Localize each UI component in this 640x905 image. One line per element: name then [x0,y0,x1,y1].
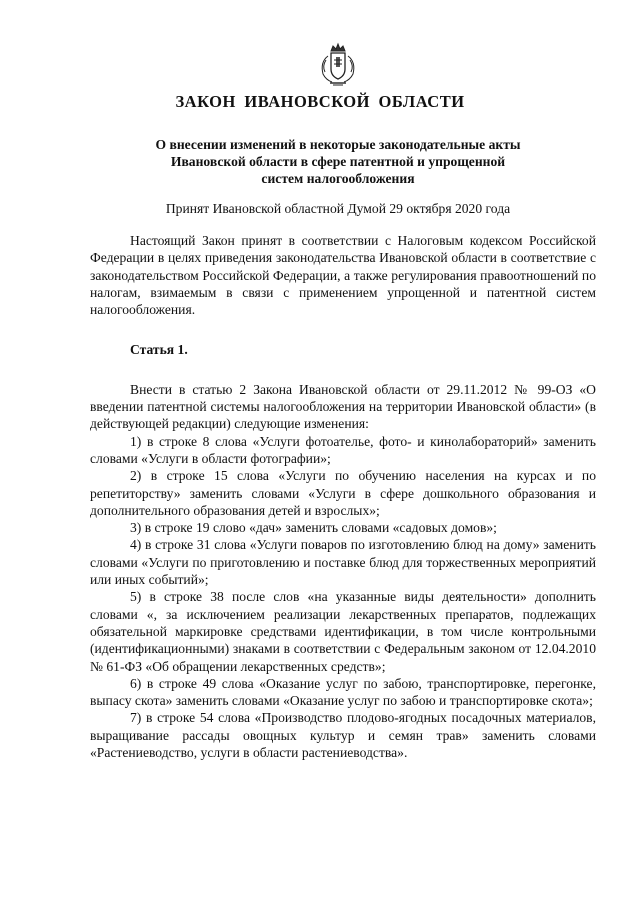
law-title: ЗАКОН ИВАНОВСКОЙ ОБЛАСТИ [175,92,465,111]
preamble-paragraph: Настоящий Закон принят в соответствии с Налоговым кодексом Российской Федерации в целях приведения законодательства Ивановской области в соответствие с законодательством Российской Федерации, а также регулирования правоотношений по налогам, взимаемым в связи с применением упрощенной и патентной систем налогообложения. [90,233,596,318]
law-subtitle [100,136,576,187]
amendment-item: 4) в строке 31 слова «Услуги поваров по изготовлению блюд на дому» заменить словами «Услуги по приготовлению и поставке блюд для торжественных мероприятий или иных событий»; [90,537,596,588]
law-body [90,232,596,761]
subtitle-line: систем налогообложения [261,171,415,186]
adoption-line: Принят Ивановской областной Думой 29 октября 2020 года [165,201,511,216]
amendment-item: 2) в строке 15 слова «Услуги по обучению населения на курсах и по репетиторству» заменить словами «Услуги в сфере дошкольного образования и дополнительного образования детей и взрослых»; [90,468,596,518]
amendment-item: 7) в строке 54 слова «Производство плодово-ягодных посадочных материалов, выращивание рассады овощных культур и семян трав» заменить словами «Растениеводство, услуги в области растениеводства». [90,710,596,761]
subtitle-line: Ивановской области в сфере патентной и упрощенной [170,154,506,169]
amendment-item: 6) в строке 49 слова «Оказание услуг по забою, транспортировке, перегонке, выпасу скота» заменить словами «Оказание услуг по забою и транспортировке скота»; [90,675,596,709]
amendment-item: 1) в строке 8 слова «Услуги фотоателье, фото- и кинолабораторий» заменить словами «Услуги в области фотографии»; [90,433,596,466]
amendment-item: 3) в строке 19 слово «дач» заменить словами «садовых домов»; [130,520,497,536]
subtitle-line: О внесении изменений в некоторые законодательные акты [155,137,521,152]
article-intro: Внести в статью 2 Закона Ивановской области от 29.11.2012 № 99-ОЗ «О введении патентной системы налогообложения на территории Ивановской области» (в действующей редакции) следующие изменения: [90,381,596,432]
coat-of-arms-icon [315,42,361,88]
amendment-item: 5) в строке 38 после слов «на указанные виды деятельности» дополнить словами «, за исключением реализации лекарственных препаратов, подлежащих обязательной маркировке средствами идентификации, в том числе контрольными (идентификационными) знаками в соответствии с Федеральным законом от 12.04.2010 № 61-ФЗ «Об обращении лекарственных средств»; [90,589,596,674]
article-heading: Статья 1. [130,342,188,358]
